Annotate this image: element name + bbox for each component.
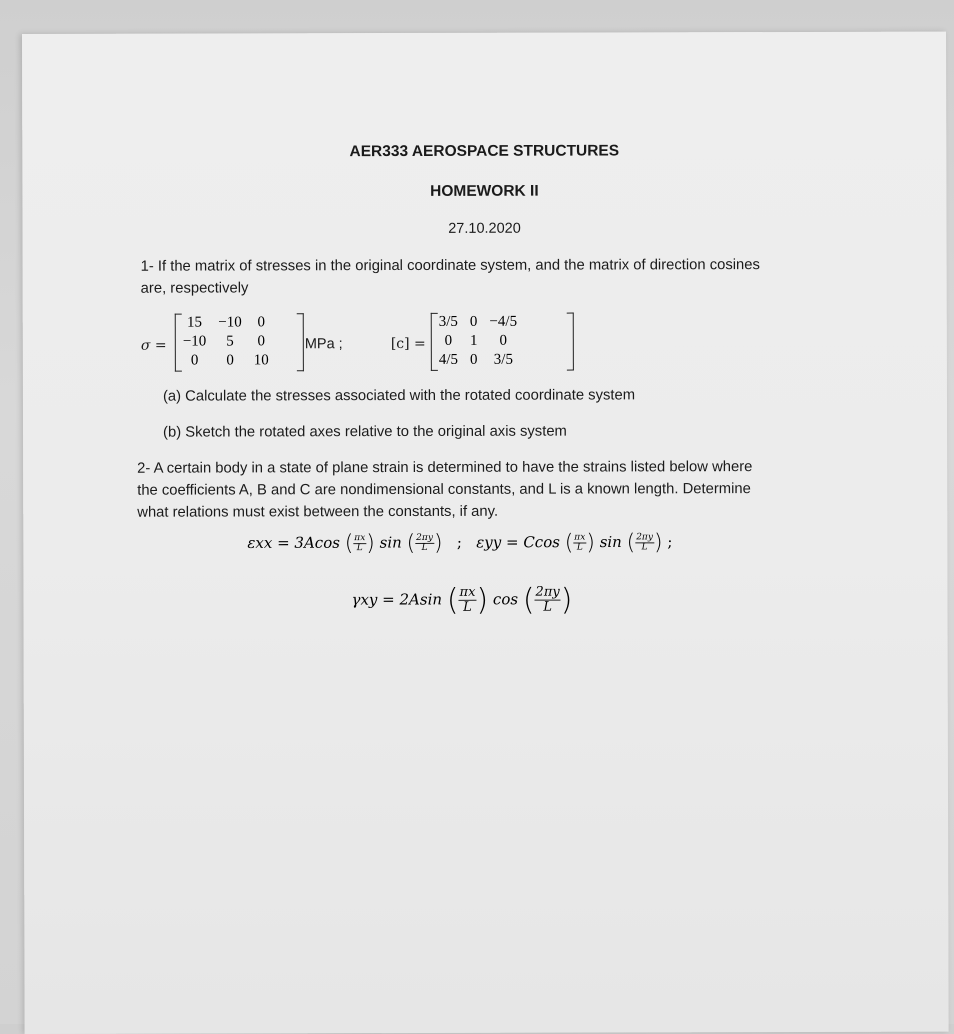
units-label: MPa ; (304, 336, 343, 353)
c-cell: −4/5 (489, 313, 518, 330)
q2-line1: 2- A certain body in a state of plane strain is determined to have the strains listed below where (137, 459, 753, 477)
sigma-cell: 0 (257, 333, 266, 350)
c-cell: 0 (444, 332, 453, 349)
c-cell: 0 (499, 332, 508, 349)
homework-sheet (22, 32, 949, 1034)
c-label: [c] = (390, 335, 426, 353)
sigma-cell: 0 (190, 352, 199, 369)
gxy-expression: γxy = 2Asin (351, 590, 443, 609)
q1-intro-line2: are, respectively (140, 280, 249, 297)
q1-intro-line1: 1- If the matrix of stresses in the original coordinate system, and the matrix of direction cosines (140, 257, 760, 275)
direction-cosine-matrix (431, 313, 523, 370)
c-cell: 3/5 (493, 351, 513, 368)
q1-part-a: (a) Calculate the stresses associated with the rotated coordinate system (162, 387, 636, 405)
sigma-cell: −10 (218, 314, 242, 331)
eyy-expression: εyy = Ccos (476, 533, 560, 552)
sigma-cell: 0 (226, 352, 234, 369)
sigma-cell: −10 (182, 333, 207, 350)
c-cell: 0 (470, 351, 478, 368)
q1-part-b: (b) Sketch the rotated axes relative to the original axis system (163, 423, 567, 441)
shear-strain-equation: γxy = 2Asin ( $\frac{\pi x}{L}$ ) cos ( $\frac{2\pi y}{L}$ ) (351, 582, 573, 618)
sigma-label: σ = (140, 337, 167, 354)
c-cell: 3/5 (438, 313, 458, 330)
c-cell: 4/5 (438, 351, 459, 368)
q2-line2: the coefficients A, B and C are nondimensional constants, and L is a known length. Determine (137, 481, 751, 499)
sigma-cell: 0 (257, 314, 265, 331)
sigma-cell: 15 (186, 314, 203, 331)
sigma-matrix (175, 313, 275, 370)
assignment-title: HOMEWORK II (430, 182, 539, 200)
c-cell: 1 (469, 332, 478, 349)
q2-line3: what relations must exist between the constants, if any. (137, 503, 499, 521)
exx-expression: εxx = 3Acos (247, 533, 340, 552)
sigma-cell: 10 (253, 352, 269, 369)
c-cell: 0 (469, 313, 478, 330)
course-title: AER333 AEROSPACE STRUCTURES (349, 142, 620, 161)
strain-equations-line1: εxx = 3Acos ( $\frac{\pi x}{L}$ ) sin ( $\frac{2\pi y}{L}$ ) ; εyy = Ccos ( $\frac{\pi x}{L}$ ) sin ( $\frac{2\pi y}{L}$ ) ; (247, 530, 673, 557)
date: 27.10.2020 (448, 220, 521, 237)
sigma-cell: 5 (226, 333, 234, 350)
